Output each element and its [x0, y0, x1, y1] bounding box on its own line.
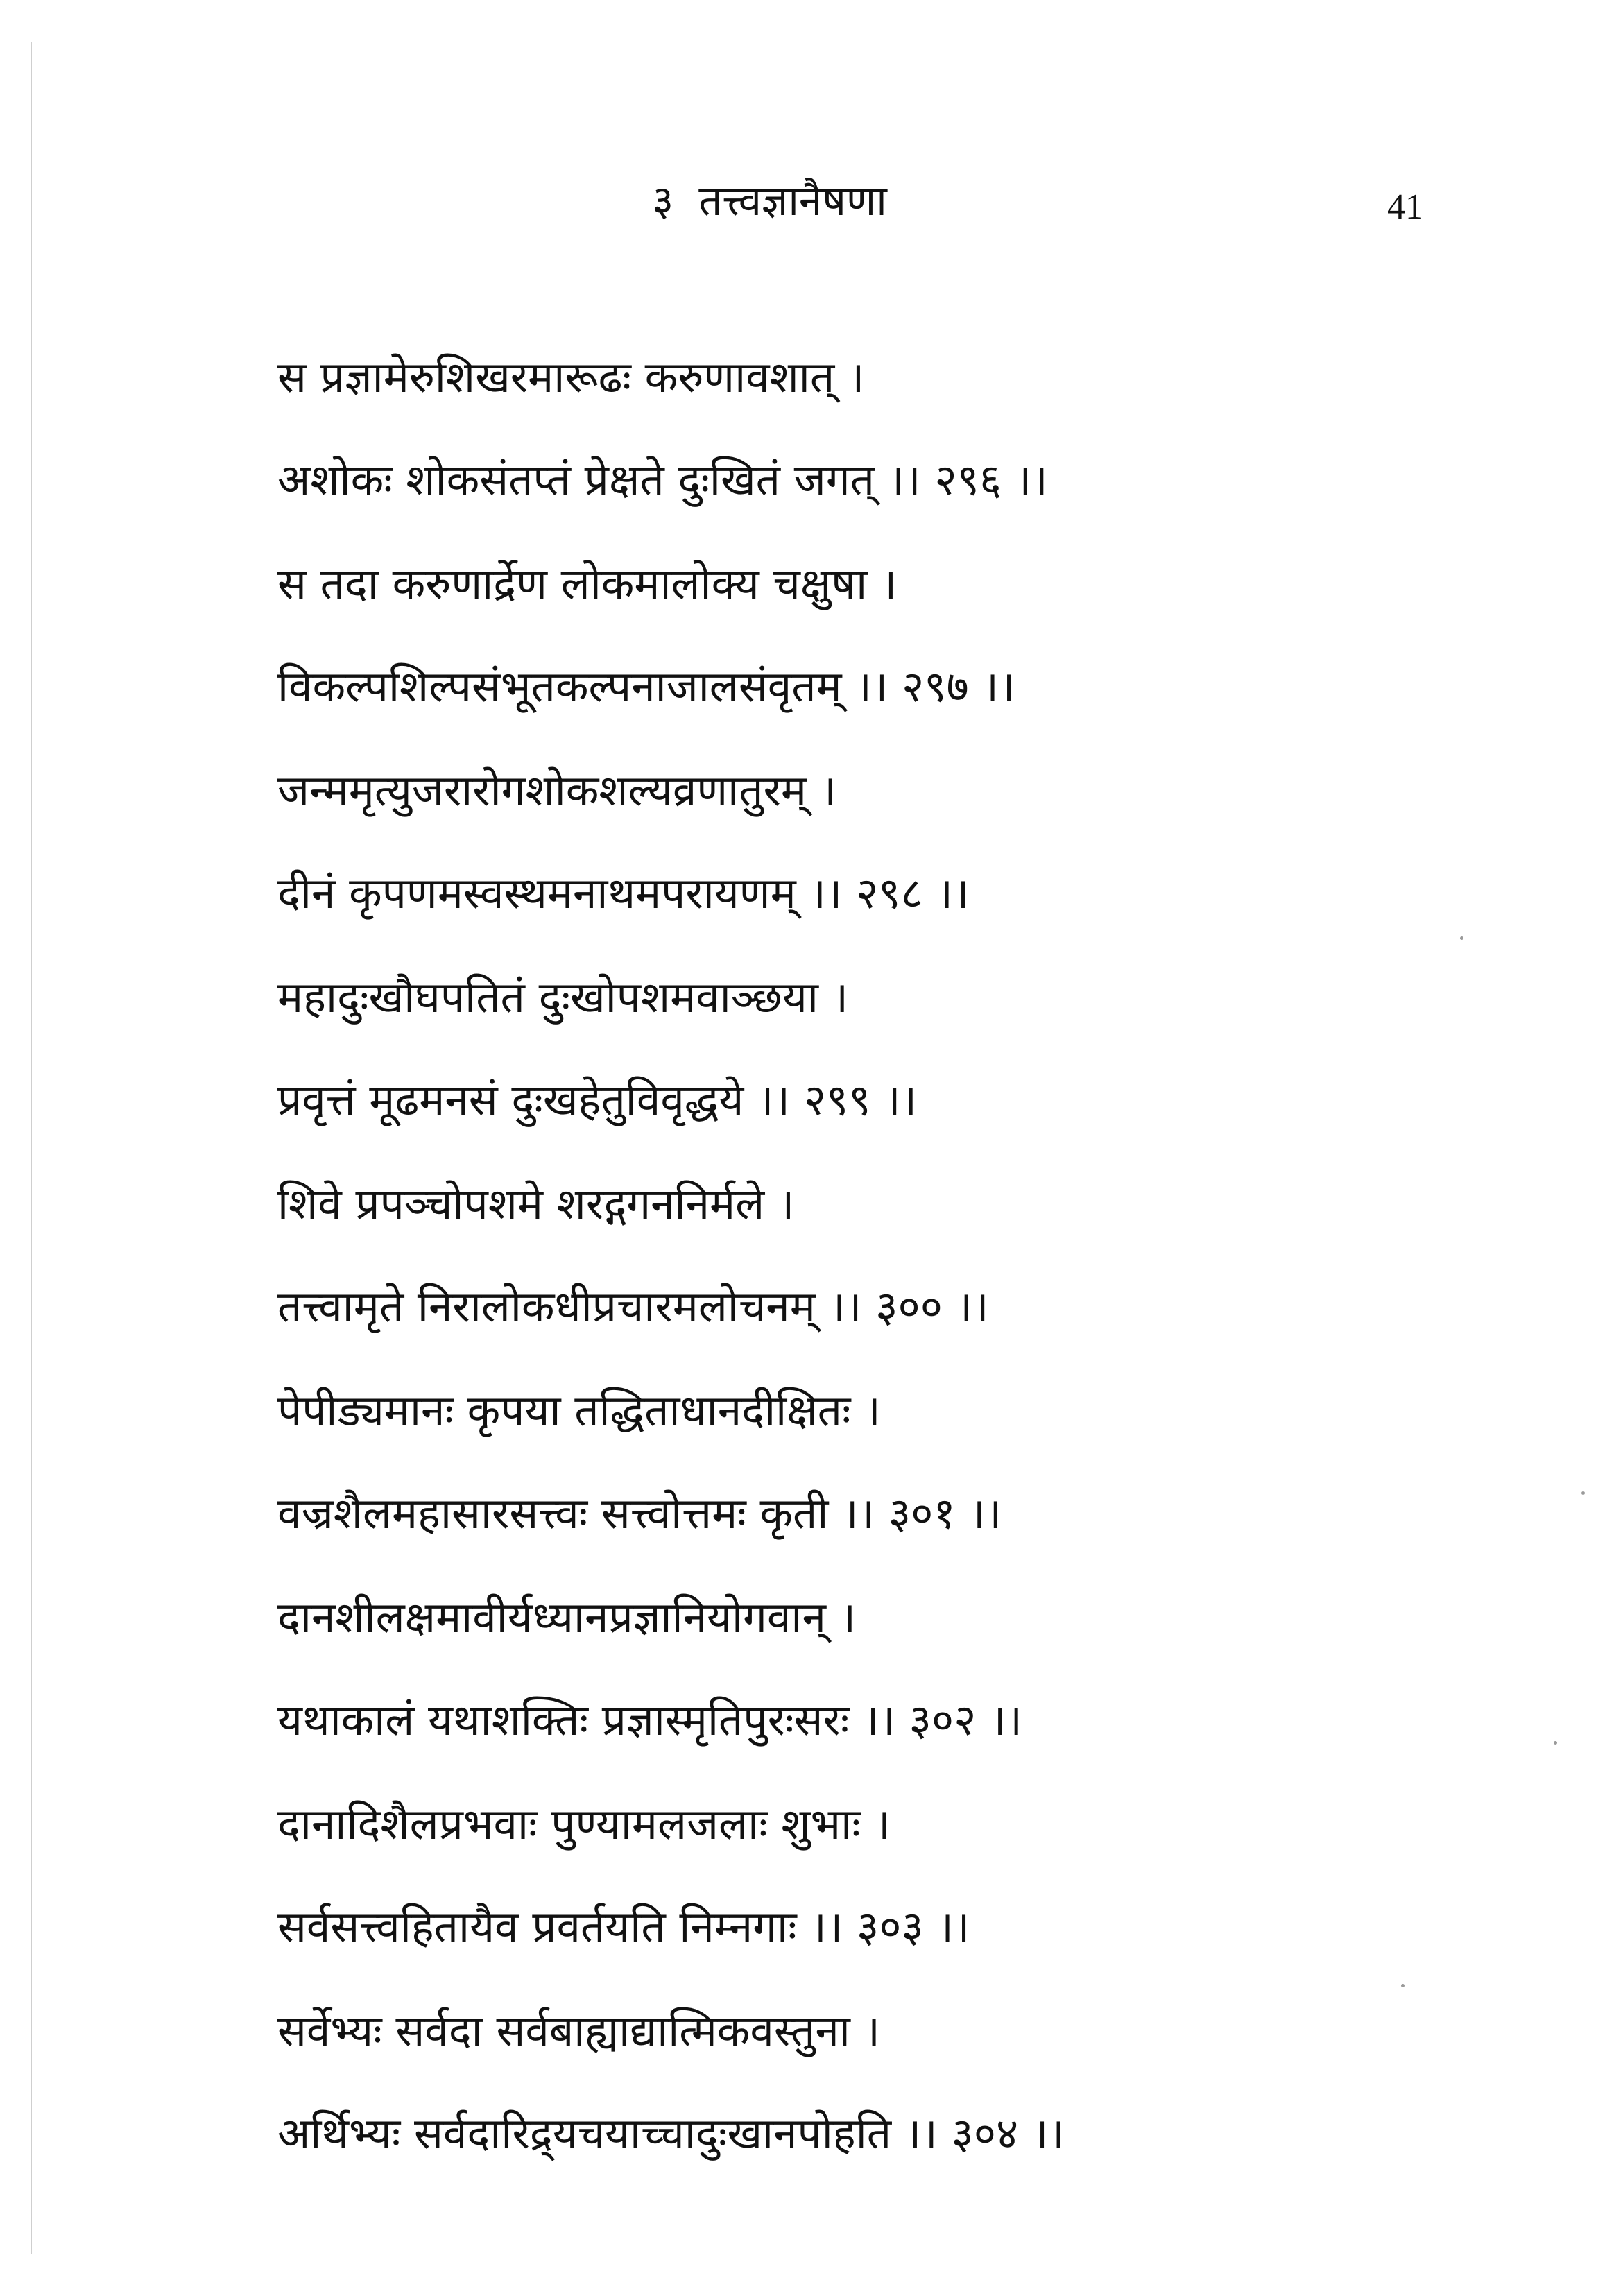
verse-302	[277, 1566, 1457, 1773]
verse-line: पेपीड्यमानः कृपया तद्धिताधानदीक्षितः ।	[277, 1385, 881, 1436]
verse-303	[277, 1773, 1457, 1980]
verse-301	[277, 1360, 1457, 1566]
scan-speck	[1401, 1984, 1405, 1987]
running-header	[652, 173, 887, 229]
scan-speck	[1581, 1491, 1585, 1495]
verse-line: शिवे प्रपञ्चोपशमे शरद्गगननिर्मले ।	[277, 1179, 795, 1229]
verse-line: सर्वेभ्यः सर्वदा सर्वबाह्याद्यात्मिकवस्तुना ।	[277, 2005, 881, 2056]
verse-line: जन्ममृत्युजरारोगशोकशल्यव्रणातुरम् ।	[277, 765, 837, 816]
chapter-title: तत्त्वज्ञानैषणा	[698, 177, 887, 225]
verse-297	[277, 533, 1457, 739]
verse-line: महादुःखौघपतितं दुःखोपशमवाञ्छया ।	[277, 972, 849, 1022]
verse-line: प्रवृत्तं मूढमनसं दुःखहेतुविवृद्धये ।। २९९ ।।	[277, 1074, 918, 1125]
chapter-number: ३	[652, 177, 674, 225]
verse-296	[277, 326, 1457, 533]
verse-line: दीनं कृपणमस्वस्थमनाथमपरायणम् ।। २९८ ।।	[277, 868, 970, 918]
verse-299	[277, 946, 1457, 1153]
verse-line: सर्वसत्त्वहितायैव प्रवर्तयति निम्नगाः ।। ३०३ ।।	[277, 1901, 970, 1952]
verse-line: स तदा करुणार्द्रेण लोकमालोक्य चक्षुषा ।	[277, 558, 898, 609]
verse-line: अर्थिभ्यः सर्वदारिद्र्यचयाच्चादुःखानपोहति ।। ३०४ ।।	[277, 2108, 1065, 2159]
verse-298	[277, 739, 1457, 946]
verse-line: स प्रज्ञामेरुशिखरमारूढः करुणावशात् ।	[277, 352, 865, 402]
page-edge-line	[31, 42, 32, 2254]
verse-300	[277, 1153, 1457, 1360]
verse-line: विकल्पशिल्पसंभूतकल्पनाजालसंवृतम् ।। २९७ ।।	[277, 661, 1015, 712]
scan-speck	[1460, 936, 1463, 940]
verse-line: अशोकः शोकसंतप्तं प्रेक्षते दुःखितं जगत् ।। २९६ ।।	[277, 454, 1048, 505]
verse-line: तत्त्वामृते निरालोकधीप्रचारमलोचनम् ।। ३०० ।।	[277, 1281, 989, 1332]
page-number: 41	[1387, 187, 1423, 227]
verse-line: दानादिशैलप्रभवाः पुण्यामलजलाः शुभाः ।	[277, 1799, 891, 1849]
verse-line: दानशीलक्षमावीर्यध्यानप्रज्ञानियोगवान् ।	[277, 1592, 857, 1643]
verse-line: वज्रशैलमहासारसत्त्वः सत्त्वोत्तमः कृती ।। ३०१ ।।	[277, 1488, 1002, 1539]
verse-list	[277, 326, 1457, 2186]
scan-speck	[1554, 1741, 1557, 1745]
verse-304	[277, 1980, 1457, 2186]
verse-line: यथाकालं यथाशक्तिः प्रज्ञास्मृतिपुरःसरः ।। ३०२ ।।	[277, 1695, 1023, 1745]
